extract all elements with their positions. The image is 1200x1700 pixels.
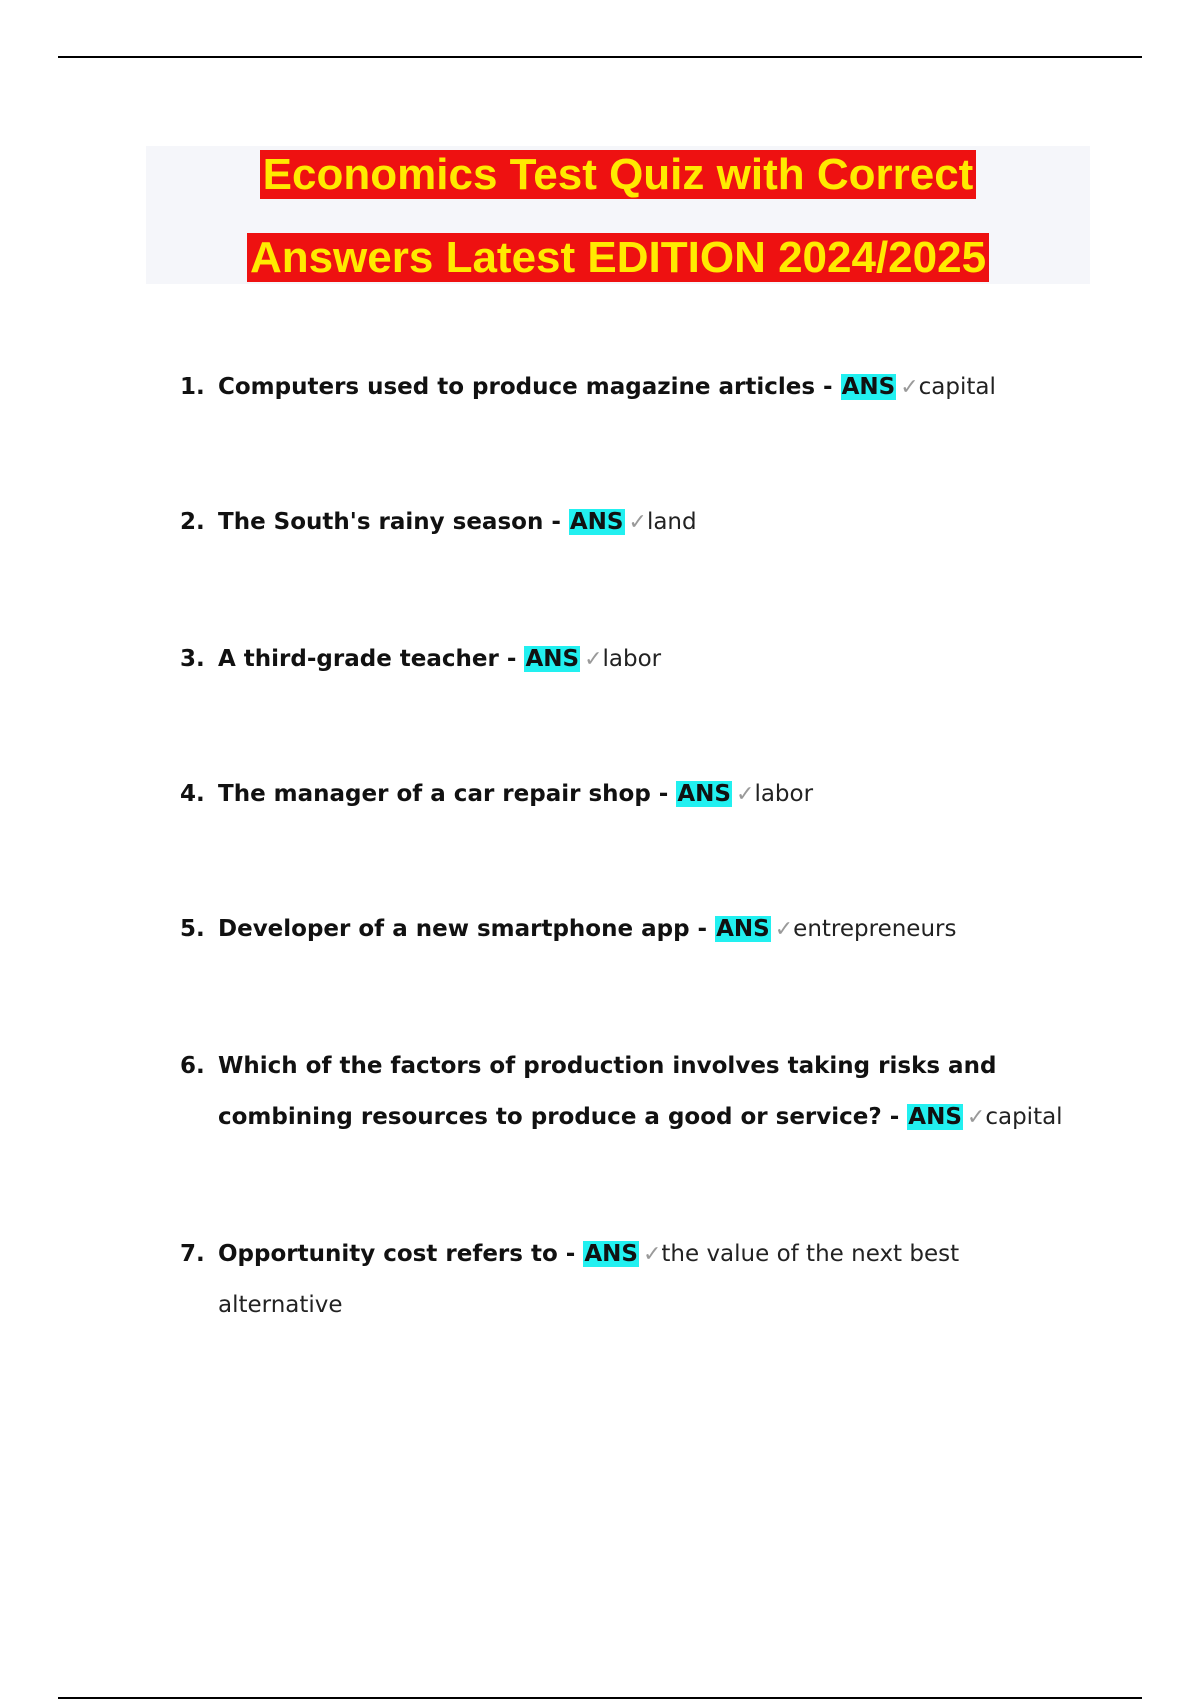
question-text: The manager of a car repair shop - [218, 781, 677, 807]
checkmark-icon: ✓ [584, 647, 603, 672]
question-number: 6. [180, 1053, 205, 1079]
question-item-1 [180, 362, 1080, 413]
checkmark-icon: ✓ [774, 917, 794, 942]
question-number: 3. [180, 646, 205, 672]
bottom-rule [58, 1697, 1142, 1699]
ans-label: ANS [584, 1241, 638, 1267]
answer-text: the value of the next best alternative [218, 1241, 960, 1318]
question-item-4 [180, 769, 1080, 820]
ans-label: ANS [841, 374, 896, 400]
question-item-3 [180, 634, 1080, 685]
document-title [146, 146, 1090, 284]
question-number: 2. [180, 509, 205, 535]
checkmark-icon: ✓ [736, 782, 755, 807]
answer-text: labor [602, 646, 662, 672]
title-line-2: Answers Latest EDITION 2024/2025 [146, 229, 1090, 287]
question-text: A third-grade teacher - [218, 646, 525, 672]
question-text: Opportunity cost refers to - [218, 1241, 584, 1267]
ans-label: ANS [908, 1104, 962, 1130]
checkmark-icon: ✓ [966, 1105, 986, 1130]
answer-text: labor [754, 781, 814, 807]
question-number: 5. [180, 916, 205, 942]
question-text: The South's rainy season - [218, 509, 569, 535]
checkmark-icon: ✓ [642, 1242, 662, 1267]
question-text: Computers used to produce magazine articles - [218, 374, 841, 400]
ans-label: ANS [569, 509, 624, 535]
ans-label: ANS [525, 646, 580, 672]
answer-text: capital [985, 1104, 1063, 1130]
question-item-2 [180, 497, 1080, 548]
answer-text: entrepreneurs [793, 916, 957, 942]
answer-text: capital [918, 374, 996, 400]
ans-label: ANS [677, 781, 731, 807]
question-number: 4. [180, 781, 205, 807]
question-text: Developer of a new smartphone app - [218, 916, 716, 942]
top-rule [58, 56, 1142, 58]
title-line-1: Economics Test Quiz with Correct [146, 146, 1090, 204]
checkmark-icon: ✓ [628, 510, 647, 535]
question-number: 7. [180, 1241, 205, 1267]
question-number: 1. [180, 374, 205, 400]
question-item-5 [180, 904, 1080, 955]
question-text: Which of the factors of production involves taking risks and combining resources to produce a good or service? - [218, 1053, 997, 1130]
question-item-6 [180, 1041, 1080, 1143]
question-item-7 [180, 1229, 1080, 1331]
answer-text: land [646, 509, 697, 535]
ans-label: ANS [716, 916, 770, 942]
checkmark-icon: ✓ [900, 375, 919, 400]
